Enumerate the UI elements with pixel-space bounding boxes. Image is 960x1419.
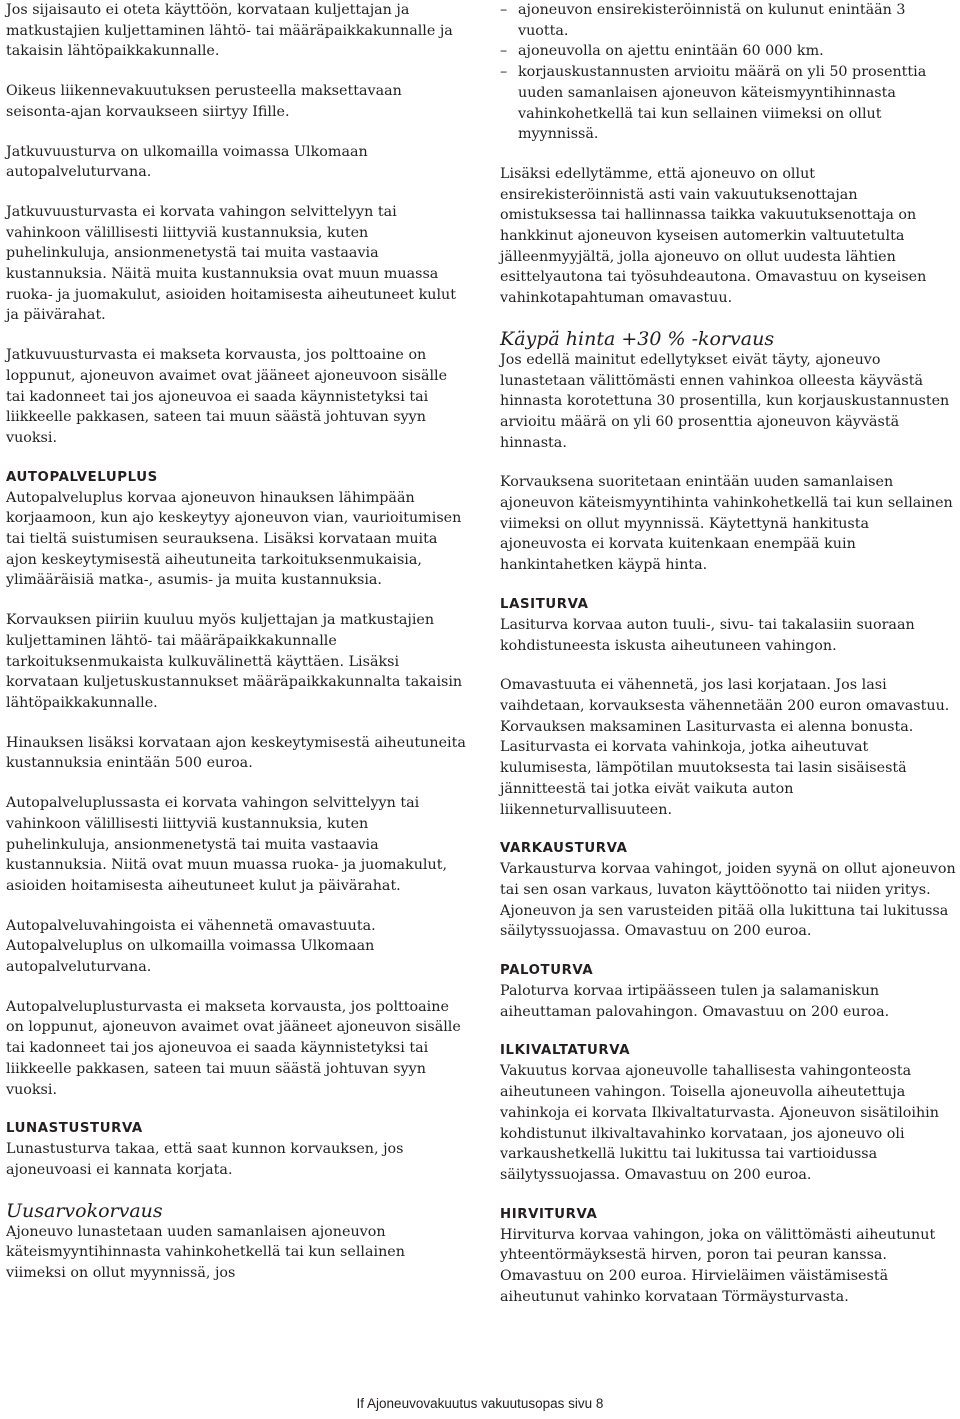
heading-hirviturva: HIRVITURVA [500, 1206, 598, 1222]
conditions-list [500, 0, 958, 145]
paragraph-lasiturva-2: Omavastuuta ei vähennetä, jos lasi korjataan. Jos lasi vaihdetaan, korvauksesta vähennetään 200 euron omavastuu. Korvauksen maksaminen Lasiturvasta ei alenna bonusta. Lasiturvasta ei korvata vahinkoja, jotka aiheutuvat kulumisesta, lämpötilan muutoksesta tai lasin sisäisestä jännitteestä tai jotka eivät vaikuta auton liikenneturvallisuuteen. [500, 677, 950, 818]
heading-varkausturva: VARKAUSTURVA [500, 841, 628, 857]
heading-kaypa-hinta: Käypä hinta +30 % -korvaus [500, 327, 775, 350]
paragraph-ei-makseta-korvausta: Jatkuvuusturvasta ei makseta korvausta, jos polttoaine on loppunut, ajoneuvon avaimet ovat jääneet ajoneuvoon sisälle tai kadonneet tai jos ajoneuvoa ei saada käynnistetyksi tai liikkeelle pakkasen, sateen tai muun säästä johtuvan syyn vuoksi. [6, 347, 448, 446]
heading-autopalveluplus: AUTOPALVELUPLUS [6, 469, 158, 485]
paragraph-autopalveluplus-4: Autopalveluplussasta ei korvata vahingon selvittelyyn tai vahinkoon välillisesti liittyviä kustannuksia, kuten puhelinkuluja, ansionmenetystä tai muita vastaavia kustannuksia. Niitä ovat muun muassa ruoka- ja juomakulut, asioiden hoitamisesta aiheutuneet kulut ja päivärahat. [6, 795, 447, 894]
list-item: – ajoneuvon ensirekisteröinnistä on kulunut enintään 3 vuotta. [500, 0, 958, 41]
paragraph-kaypa-hinta-1: Jos edellä mainitut edellytykset eivät täyty, ajoneuvo lunastetaan välittömästi ennen vahinkoa olleesta käyvästä hinnasta korotettuna 30 prosentilla, kun korjauskustannusten arvioitu määrä on yli 60 prosenttia ajoneuvon käyvästä hinnasta. [500, 351, 950, 451]
page-footer: If Ajoneuvovakuutus vakuutusopas sivu 8 [356, 1396, 604, 1411]
list-item: – ajoneuvolla on ajettu enintään 60 000 km. [500, 41, 958, 62]
paragraph-varkausturva: Varkausturva korvaa vahingot, joiden syynä on ollut ajoneuvon tai sen osan varkaus, luvaton käyttöönotto tai niiden yritys. Ajoneuvon ja sen varusteiden pitää olla lukittuna tai lukitussa säilytyssuojassa. Omavastuu on 200 euroa. [500, 861, 956, 940]
paragraph-autopalveluplus-1: Autopalveluplus korvaa ajoneuvon hinauksen lähimpään korjaamoon, kun ajo keskeytyy ajoneuvon vian, vaurioitumisen tai tieltä suistumisen seurauksena. Lisäksi korvataan muita ajon keskeytymisestä aiheutuneita tarkoituksenmukaisia, ylimääräisiä matka-, asumis- ja muita kustannuksia. [6, 489, 462, 589]
paragraph-hirviturva: Hirviturva korvaa vahingon, joka on välittömästi aiheutunut yhteentörmäyksestä hirven, poron tai peuran kanssa. Omavastuu on 200 euroa. Hirvieläimen väistämisestä aiheutunut vahinko korvataan Törmäysturvasta. [500, 1226, 936, 1305]
paragraph-uusarvokorvaus: Ajoneuvo lunastetaan uuden samanlaisen ajoneuvon käteismyyntihinnasta vahinkohetkellä tai kun sellainen viimeksi on ollut myynnissä, jos [6, 1223, 405, 1282]
right-column [500, 0, 958, 1326]
paragraph-seisonta-aika: Oikeus liikennevakuutuksen perusteella maksettavaan seisonta-ajan korvaukseen siirtyy Ifille. [6, 83, 402, 120]
paragraph-ei-korvata-kustannuksia: Jatkuvuusturvasta ei korvata vahingon selvittelyyn tai vahinkoon välillisesti liittyviä kustannuksia, kuten puhelinkuluja, ansionmenetystä tai muita vastaavia kustannuksia. Näitä muita kustannuksia ovat muun muassa ruoka- ja juomakulut, asioiden hoitamisesta aiheutuneet kulut ja päivärahat. [6, 203, 456, 324]
paragraph-ulkomailla: Jatkuvuusturva on ulkomailla voimassa Ulkomaan autopalveluturvana. [6, 143, 368, 181]
paragraph-lasiturva-1: Lasiturva korvaa auton tuuli-, sivu- tai takalasiin suoraan kohdistuneesta iskusta aiheutuneen vahingon. [500, 616, 915, 654]
paragraph-lisaksi-edellytamme: Lisäksi edellytämme, että ajoneuvo on ollut ensirekisteröinnistä asti vain vakuutuksenottajan omistuksessa tai hallinnassa taikka vakuutuksenottaja on hankkinut ajoneuvon kyseisen automerkin valtuutetulta jälleenmyyjältä, jolla ajoneuvo on ollut uudesta lähtien esittelyautona tai työsuhdeautona. Omavastuu on kyseisen vahinkotapahtuman omavastuu. [500, 165, 927, 307]
paragraph-autopalveluplus-3: Hinauksen lisäksi korvataan ajon keskeytymisestä aiheutuneita kustannuksia enintään 500 euroa. [6, 734, 466, 772]
paragraph-kaypa-hinta-2: Korvauksena suoritetaan enintään uuden samanlaisen ajoneuvon käteismyyntihinta vahinkohetkellä tai kun sellainen viimeksi on ollut myynnissä. Käytettynä hankitusta ajoneuvosta ei korvata kuitenkaan enempää kuin hankintahetken käypä hinta. [500, 474, 953, 574]
paragraph-sijaisauto: Jos sijaisauto ei oteta käyttöön, korvataan kuljettajan ja matkustajien kuljettaminen lähtö- tai määräpaikkakunnalle ja takaisin lähtöpaikkakunnalle. [6, 2, 453, 60]
heading-lunastusturva: LUNASTUSTURVA [6, 1121, 143, 1137]
paragraph-paloturva: Paloturva korvaa irtipäässeen tulen ja salamaniskun aiheuttaman palovahingon. Omavastuu on 200 euroa. [500, 983, 890, 1020]
paragraph-autopalveluplus-5: Autopalveluvahingoista ei vähennetä omavastuuta. Autopalveluplus on ulkomailla voimassa Ulkomaan autopalveluturvana. [6, 917, 376, 976]
paragraph-lunastusturva: Lunastusturva takaa, että saat kunnon korvauksen, jos ajoneuvoasi ei kannata korjata. [6, 1141, 404, 1178]
heading-ilkivaltaturva: ILKIVALTATURVA [500, 1043, 631, 1059]
paragraph-ilkivaltaturva: Vakuutus korvaa ajoneuvolle tahallisesta vahingonteosta aiheutuneen vahingon. Toisella ajoneuvolla aiheutettuja vahinkoja ei korvata Ilkivaltaturvasta. Ajoneuvon sisätiloihin kohdistunut ilkivaltavahinko korvataan, jos ajoneuvo oli varkaushetkellä lukittu tai lukitussa tai vartioidussa säilytyssuojassa. Omavastuu on 200 euroa. [500, 1063, 939, 1183]
paragraph-autopalveluplus-2: Korvauksen piiriin kuuluu myös kuljettajan ja matkustajien kuljettaminen lähtö- tai määräpaikkakunnalle tarkoituksenmukaista kulkuvälinettä käyttäen. Lisäksi korvataan kuljetuskustannukset määräpaikkakunnalta takaisin lähtöpaikkakunnalle. [6, 612, 463, 711]
list-item: – korjauskustannusten arvioitu määrä on yli 50 prosenttia uuden samanlaisen ajoneuvon käteismyyntihinnasta vahinkohetkellä tai kun sellainen viimeksi on ollut myynnissä. [500, 62, 958, 145]
paragraph-autopalveluplus-6: Autopalveluplusturvasta ei makseta korvausta, jos polttoaine on loppunut, ajoneuvon avaimet ovat jääneet ajoneuvon sisälle tai kadonneet tai jos ajoneuvoa ei saada käynnistetyksi tai liikkeelle pakkasen, sateen tai muun säästä johtuvan syyn vuoksi. [6, 998, 461, 1098]
heading-uusarvokorvaus: Uusarvokorvaus [6, 1199, 163, 1222]
heading-paloturva: PALOTURVA [500, 963, 594, 979]
heading-lasiturva: LASITURVA [500, 596, 589, 612]
left-column [6, 0, 466, 1303]
